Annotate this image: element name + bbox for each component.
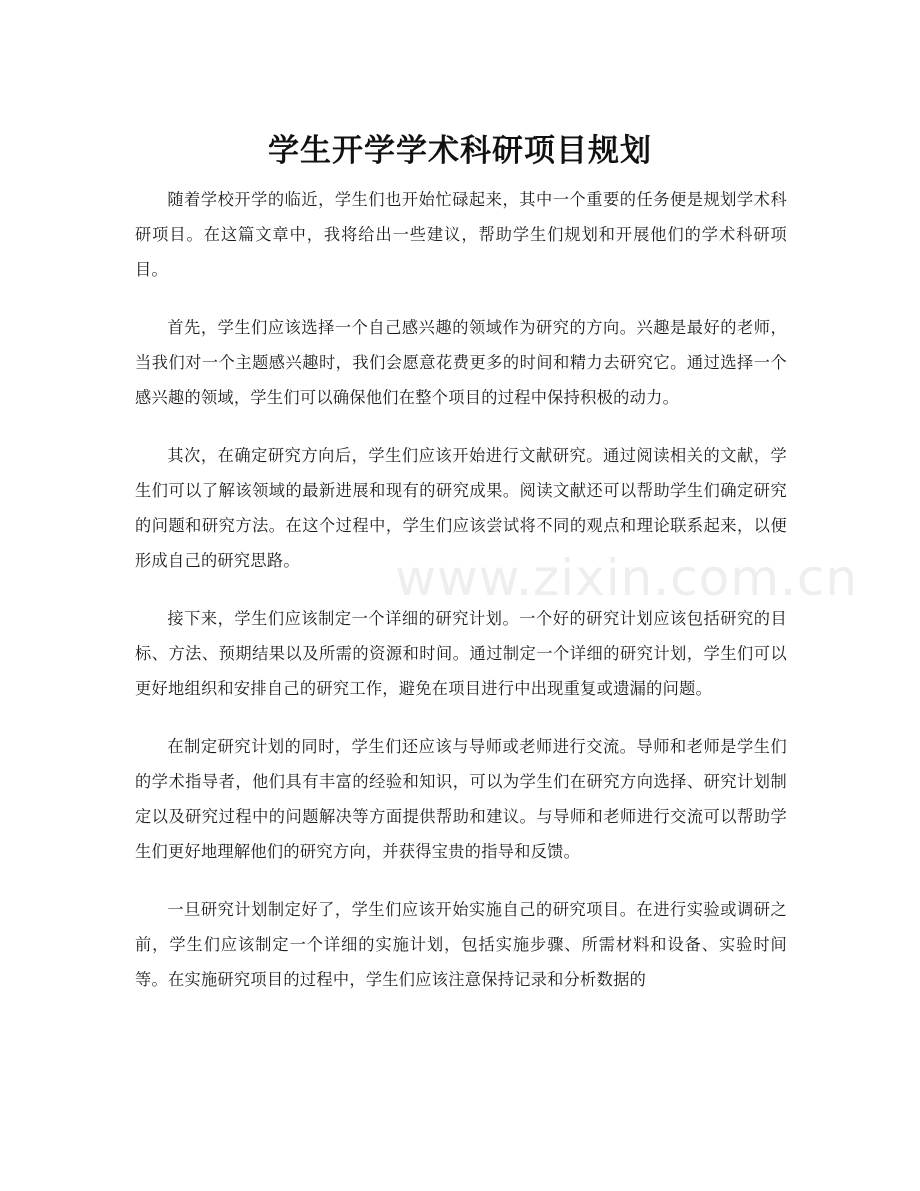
paragraph-4: 接下来，学生们应该制定一个详细的研究计划。一个好的研究计划应该包括研究的目标、方法、预期结果以及所需的资源和时间。通过制定一个详细的研究计划，学生们可以更好地组织和安排自己的研究工作，避免在项目进行中出现重复或遗漏的问题。 <box>135 609 787 698</box>
paragraph-3: 其次，在确定研究方向后，学生们应该开始进行文献研究。通过阅读相关的文献，学生们可以了解该领域的最新进展和现有的研究成果。阅读文献还可以帮助学生们确定研究的问题和研究方法。在这个过程中，学生们应该尝试将不同的观点和理论联系起来，以便形成自己的研究思路。 <box>135 446 787 570</box>
paragraph-1: 随着学校开学的临近，学生们也开始忙碌起来，其中一个重要的任务便是规划学术科研项目。在这篇文章中，我将给出一些建议，帮助学生们规划和开展他们的学术科研项目。 <box>135 190 787 279</box>
document-body <box>135 182 787 1020</box>
paragraph-5: 在制定研究计划的同时，学生们还应该与导师或老师进行交流。导师和老师是学生们的学术指导者，他们具有丰富的经验和知识，可以为学生们在研究方向选择、研究计划制定以及研究过程中的问题解决等方面提供帮助和建议。与导师和老师进行交流可以帮助学生们更好地理解他们的研究方向，并获得宝贵的指导和反馈。 <box>135 737 787 861</box>
paragraph-2: 首先，学生们应该选择一个自己感兴趣的领域作为研究的方向。兴趣是最好的老师，当我们对一个主题感兴趣时，我们会愿意花费更多的时间和精力去研究它。通过选择一个感兴趣的领域，学生们可以确保他们在整个项目的过程中保持积极的动力。 <box>135 318 787 407</box>
watermark: www.zixin.com.cn <box>395 549 859 607</box>
document-title: 学生开学学术科研项目规划 <box>268 132 652 169</box>
paragraph-6: 一旦研究计划制定好了，学生们应该开始实施自己的研究项目。在进行实验或调研之前，学生们应该制定一个详细的实施计划，包括实施步骤、所需材料和设备、实验时间等。在实施研究项目的过程中，学生们应该注意保持记录和分析数据的 <box>135 900 787 989</box>
